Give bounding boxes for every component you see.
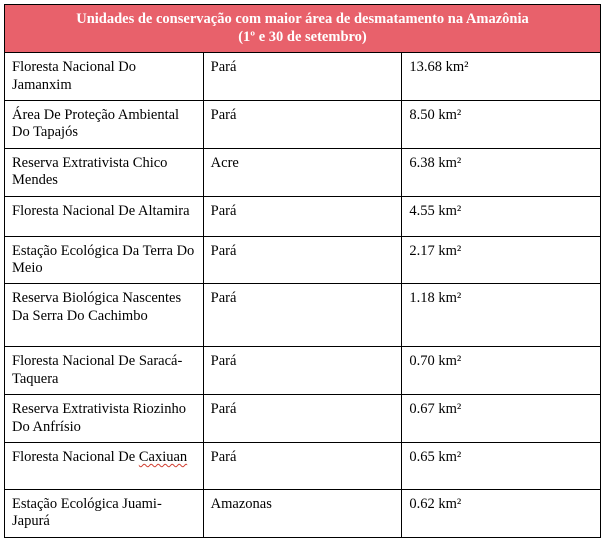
state-name: Pará (203, 236, 402, 284)
state-name: Pará (203, 442, 402, 489)
table-row (5, 236, 601, 284)
table-row (5, 101, 601, 149)
state-name: Pará (203, 284, 402, 347)
conservation-unit-name: Floresta Nacional De Saracá-Taquera (5, 347, 204, 395)
deforested-area: 4.55 km² (402, 196, 601, 236)
conservation-unit-name: Reserva Extrativista Chico Mendes (5, 148, 204, 196)
table-row (5, 347, 601, 395)
deforested-area: 8.50 km² (402, 101, 601, 149)
deforested-area: 6.38 km² (402, 148, 601, 196)
deforested-area: 0.67 km² (402, 395, 601, 443)
table-body (5, 5, 601, 538)
deforested-area: 13.68 km² (402, 53, 601, 101)
table-title-line-1: Unidades de conservação com maior área de desmatamento na Amazônia (76, 11, 529, 27)
deforested-area: 1.18 km² (402, 284, 601, 347)
state-name: Acre (203, 148, 402, 196)
conservation-unit-name: Reserva Biológica Nascentes Da Serra Do Cachimbo (5, 284, 204, 347)
state-name: Pará (203, 53, 402, 101)
conservation-unit-name: Reserva Extrativista Riozinho Do Anfrísio (5, 395, 204, 443)
deforested-area: 0.65 km² (402, 442, 601, 489)
conservation-unit-name: Estação Ecológica Juami-Japurá (5, 489, 204, 537)
state-name: Pará (203, 196, 402, 236)
misspelled-word: Caxiuan (138, 448, 188, 465)
conservation-unit-name (5, 442, 204, 489)
table-row (5, 395, 601, 443)
state-name: Pará (203, 395, 402, 443)
conservation-unit-name: Floresta Nacional Do Jamanxim (5, 53, 204, 101)
state-name: Pará (203, 347, 402, 395)
conservation-unit-name: Floresta Nacional De Altamira (5, 196, 204, 236)
deforested-area: 2.17 km² (402, 236, 601, 284)
table-row (5, 148, 601, 196)
table-row (5, 53, 601, 101)
table-title-row (5, 5, 601, 53)
table-row (5, 284, 601, 347)
state-name: Amazonas (203, 489, 402, 537)
conservation-unit-name: Área De Proteção Ambiental Do Tapajós (5, 101, 204, 149)
deforested-area: 0.62 km² (402, 489, 601, 537)
table-title (5, 5, 601, 53)
table-row (5, 196, 601, 236)
deforested-area: 0.70 km² (402, 347, 601, 395)
deforestation-table (4, 4, 601, 538)
state-name: Pará (203, 101, 402, 149)
table-title-line-2: (1º e 30 de setembro) (238, 29, 367, 46)
conservation-unit-name: Estação Ecológica Da Terra Do Meio (5, 236, 204, 284)
table-row (5, 489, 601, 537)
name-prefix: Floresta Nacional De (12, 448, 139, 465)
conservation-unit-name-text (12, 449, 197, 466)
table-row (5, 442, 601, 489)
